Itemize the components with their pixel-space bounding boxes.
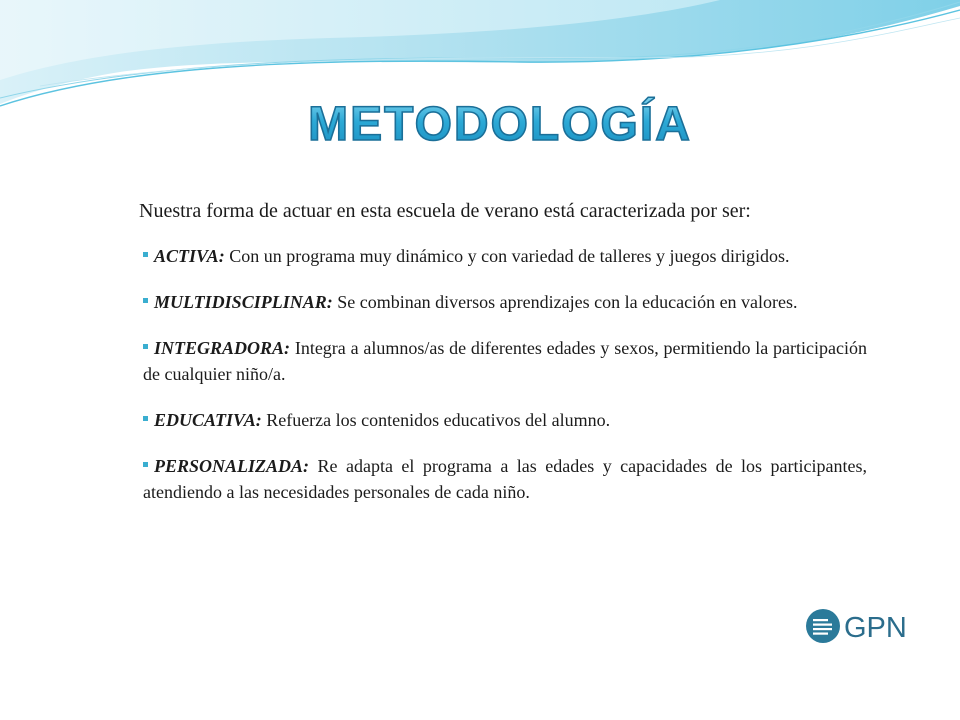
logo-circle-icon — [806, 609, 840, 643]
item-text: Re adapta el programa a las edades y capacidades de los participantes, atendiendo a las necesidades personales de cada niño. — [143, 456, 867, 502]
item-text: Se combinan diversos aprendizajes con la educación en valores. — [332, 292, 798, 312]
gpn-logo — [804, 604, 916, 648]
list-item — [143, 289, 867, 315]
item-term: EDUCATIVA: — [154, 410, 262, 430]
item-text: Refuerza los contenidos educativos del alumno. — [261, 410, 611, 430]
item-text: Con un programa muy dinámico y con variedad de talleres y juegos dirigidos. — [224, 246, 790, 266]
item-term: MULTIDISCIPLINAR: — [154, 292, 333, 312]
logo-text: GPN — [844, 612, 907, 644]
bullet-icon — [143, 298, 148, 303]
item-term: PERSONALIZADA: — [154, 456, 310, 476]
intro-paragraph: Nuestra forma de actuar en esta escuela de verano está caracterizada por ser: — [139, 200, 751, 222]
title-text: METODOLOGÍA — [308, 98, 692, 151]
bullet-icon — [143, 252, 148, 257]
item-term: ACTIVA: — [154, 246, 225, 266]
bullet-icon — [143, 344, 148, 349]
list-item — [143, 453, 867, 505]
list-item — [143, 335, 867, 387]
item-term: INTEGRADORA: — [154, 338, 291, 358]
bullet-icon — [143, 462, 148, 467]
item-text: Integra a alumnos/as de diferentes edades y sexos, permitiendo la participación de cualquier niño/a. — [143, 338, 867, 384]
content-body — [91, 197, 867, 505]
list-item — [143, 407, 867, 433]
list-item — [143, 243, 867, 269]
bullet-icon — [143, 416, 148, 421]
page-title — [260, 88, 740, 158]
